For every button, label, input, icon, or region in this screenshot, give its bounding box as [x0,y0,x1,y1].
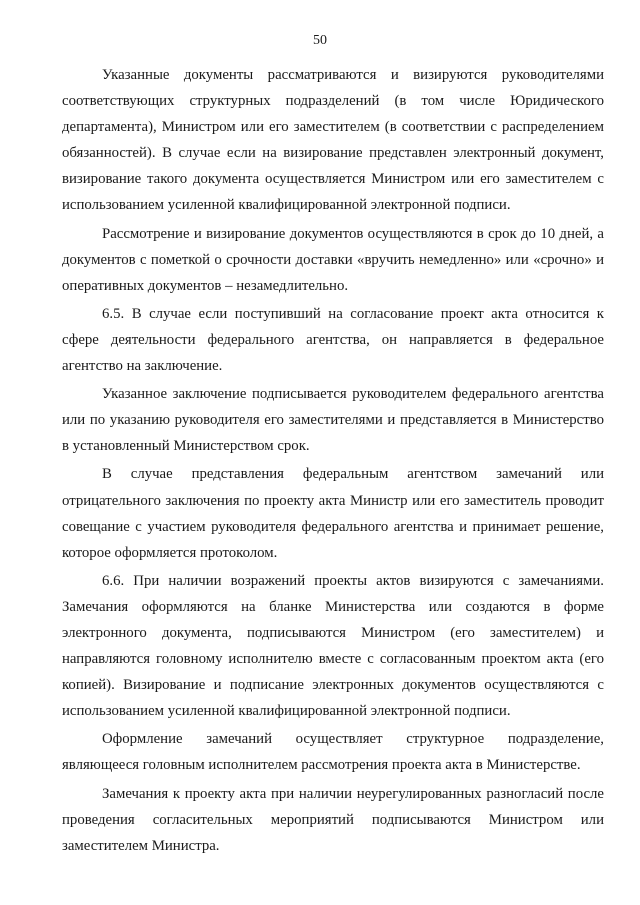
document-body [62,62,604,859]
paragraph-review-deadline: Рассмотрение и визирование документов осуществляются в срок до 10 дней, а документов с пометкой о срочности доставки «вручить немедленно» или «срочно» и оперативных документов – незамедлительно. [62,225,604,294]
paragraph-6-5: 6.5. В случае если поступивший на согласование проект акта относится к сфере деятельности федерального агентства, он направляется в федеральное агентство на заключение. [62,305,604,375]
paragraph-6-6: 6.6. При наличии возражений проекты актов визируются с замечаниями. Замечания оформляются на бланке Министерства или создаются в форме электронного документа, подписываются Министром (его заместителем) и направляются головному исполнителю вместе с согласованным проектом акта (его копией). Визирование и подписание электронных документов осуществляются с использованием усиленной квалифицированной электронной подписи. [62,572,604,720]
paragraph-objections-meeting: В случае представления федеральным агентством замечаний или отрицательного заключения по проекту акта Министр или его заместитель проводит совещание с участием руководителя федерального агентства и принимает решение, которое оформляется протоколом. [62,466,604,561]
paragraph-remarks-signing: Замечания к проекту акта при наличии неурегулированных разногласий после проведения согласительных мероприятий подписываются Министром или заместителем Министра. [62,785,604,854]
paragraph-agency-conclusion: Указанное заключение подписывается руководителем федерального агентства или по указанию руководителя его заместителями и представляется в Министерство в установленный Министерством срок. [62,386,604,455]
paragraph-review-and-approval: Указанные документы рассматриваются и визируются руководителями соответствующих структурных подразделений (в том числе Юридического департамента), Министром или его заместителем (в соответствии с распределением обязанностей). В случае если на визирование представлен электронный документ, визирование такого документа осуществляется Министром или его заместителем с использованием усиленной квалифицированной электронной подписи. [62,67,604,214]
paragraph-remarks-preparation: Оформление замечаний осуществляет структурное подразделение, являющееся головным исполнителем рассмотрения проекта акта в Министерстве. [62,731,604,774]
page-number: 50 [313,33,327,48]
